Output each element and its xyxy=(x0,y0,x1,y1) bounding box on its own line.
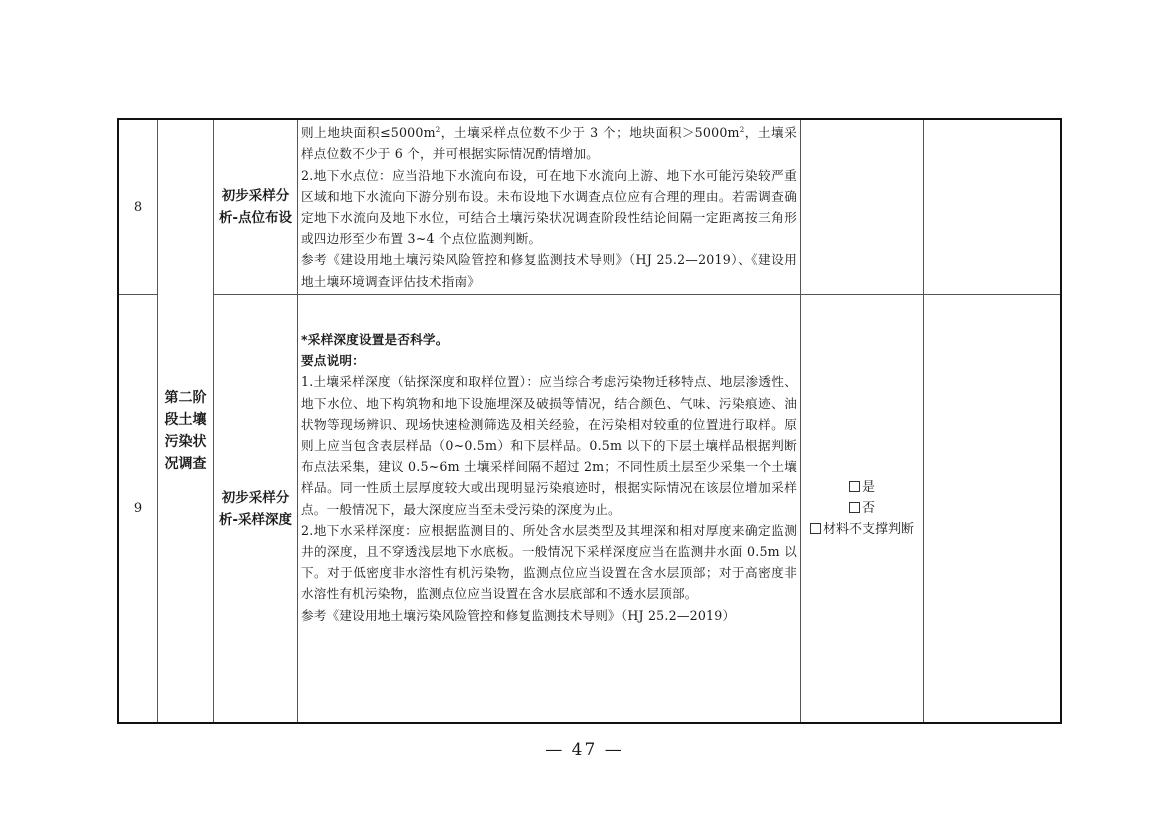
content-cell xyxy=(298,119,801,295)
content-paragraph: 1.土壤采样深度（钻探深度和取样位置）：应当综合考虑污染物迁移特点、地层渗透性、地下水位、地下构筑物和地下设施埋深及破损等情况，结合颜色、气味、污染痕迹、油状物等现场辨识、现场快速检测筛选及相关经验，在污染相对较重的位置进行取样。原则上应当包含表层样品（0~0.5m）和下层样品。0.5m 以下的下层土壤样品根据判断布点法采集，建议 0.5~6m 土壤采样间隔不超过 2m；不同性质土层至少采集一个土壤样品。同一性质土层厚度较大或出现明显污染痕迹时，根据实际情况在该层位增加采样点。一般情况下，最大深度应当至未受污染的深度为止。 xyxy=(301,374,797,517)
content-cell xyxy=(298,295,801,724)
text-run: 则上地块面积≤5000m xyxy=(301,125,436,141)
superscript: 2 xyxy=(739,126,745,134)
check-item-label: 析-点位布设 xyxy=(218,210,293,226)
stage-label-line: 段土壤 xyxy=(164,412,207,428)
superscript: 2 xyxy=(435,126,441,134)
content-paragraph: 2.地下水采样深度：应根据监测目的、所处含水层类型及其埋深和相对厚度来确定监测井的深度，且不穿透浅层地下水底板。一般情况下采样深度应当在监测井水面 0.5m 以下。对于低密度非水溶性有机污染物，监测点位应当设置在含水层顶部；对于高密度非水溶性有机污染物，监测点位应当设置在含水层底部和不透水层顶部。 xyxy=(301,522,797,602)
note-cell[interactable] xyxy=(924,295,1062,724)
option-label: 是 xyxy=(861,480,875,495)
review-question: *采样深度设置是否科学。 xyxy=(301,332,449,347)
content-paragraph: 参考《建设用地土壤污染风险管控和修复监测技术导则》（HJ 25.2—2019） xyxy=(301,607,736,623)
key-points-label: 要点说明： xyxy=(301,353,365,369)
option-yes[interactable] xyxy=(801,477,923,498)
stage-label-line: 污染状 xyxy=(164,434,207,450)
checkbox-icon[interactable] xyxy=(810,523,821,534)
checkbox-icon[interactable] xyxy=(849,502,860,513)
text-run: ，土壤采样点位数不少于 6 个，并可根据实际情况酌情增加。 xyxy=(301,125,797,162)
table-row-9 xyxy=(118,295,1061,724)
stage-label-line: 况调查 xyxy=(164,456,207,472)
review-checklist-table xyxy=(117,118,1062,724)
stage-cell xyxy=(158,119,214,723)
content-paragraph: 参考《建设用地土壤污染风险管控和修复监测技术导则》（HJ 25.2—2019）、《建设用地土壤环境调查评估技术指南》 xyxy=(301,252,797,289)
check-item-cell xyxy=(214,119,298,295)
content-paragraph xyxy=(301,120,797,165)
text-run: ，土壤采样点位数不少于 3 个；地块面积＞5000m xyxy=(440,125,740,141)
page-number: — 47 — xyxy=(545,740,624,760)
judgement-cell xyxy=(801,295,924,724)
check-item-label: 初步采样分 xyxy=(221,188,290,204)
check-item-cell xyxy=(214,295,298,724)
checkbox-icon[interactable] xyxy=(849,481,860,492)
content-paragraph: 2.地下水点位：应当沿地下水流向布设，可在地下水流向上游、地下水可能污染较严重区域和地下水流向下游分别布设。未布设地下水调查点位应有合理的理由。若需调查确定地下水流向及地下水位，可结合土壤污染状况调查阶段性结论间隔一定距离按三角形或四边形至少布置 3~4 个点位监测判断。 xyxy=(301,167,797,247)
note-cell[interactable] xyxy=(924,119,1062,295)
option-insufficient-material[interactable] xyxy=(801,519,923,540)
stage-label-line: 第二阶 xyxy=(164,390,207,406)
row-number: 8 xyxy=(118,119,158,295)
option-label: 材料不支撑判断 xyxy=(822,522,914,537)
check-item-label: 析-采样深度 xyxy=(218,511,293,528)
option-label: 否 xyxy=(861,501,875,516)
check-item-label: 初步采样分 xyxy=(221,489,290,506)
row-number: 9 xyxy=(118,295,158,724)
judgement-cell xyxy=(801,119,924,295)
table-row-8 xyxy=(118,119,1061,295)
option-no[interactable] xyxy=(801,498,923,519)
